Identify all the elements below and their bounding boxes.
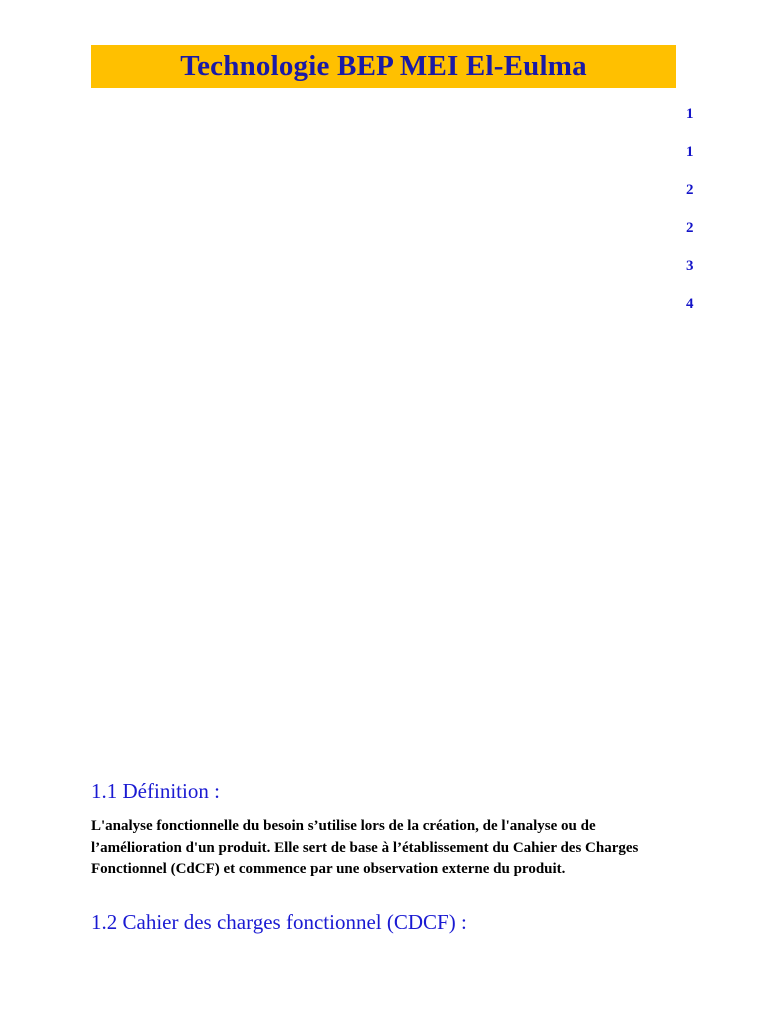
page-title: Technologie BEP MEI El-Eulma [180, 50, 587, 82]
toc-page-numbers [686, 104, 706, 332]
section-heading-definition: 1.1 Définition : [91, 779, 220, 803]
definition-paragraph: L'analyse fonctionnelle du besoin s’utilise lors de la création, de l'analyse ou de l’amélioration d'un produit. Elle sert de base à l’établissement du Cahier des Charges Fonctionnel (CdCF) et commence par une observation externe du produit. [91, 818, 639, 877]
title-banner [91, 45, 676, 88]
toc-page-number[interactable]: 4 [686, 296, 694, 312]
section-heading-cdcf: 1.2 Cahier des charges fonctionnel (CDCF) : [91, 910, 467, 934]
toc-page-number[interactable]: 2 [686, 182, 694, 198]
toc-page-number[interactable]: 3 [686, 258, 694, 274]
toc-page-number[interactable]: 1 [686, 106, 694, 122]
toc-page-number[interactable]: 1 [686, 144, 694, 160]
toc-page-number[interactable]: 2 [686, 220, 694, 236]
